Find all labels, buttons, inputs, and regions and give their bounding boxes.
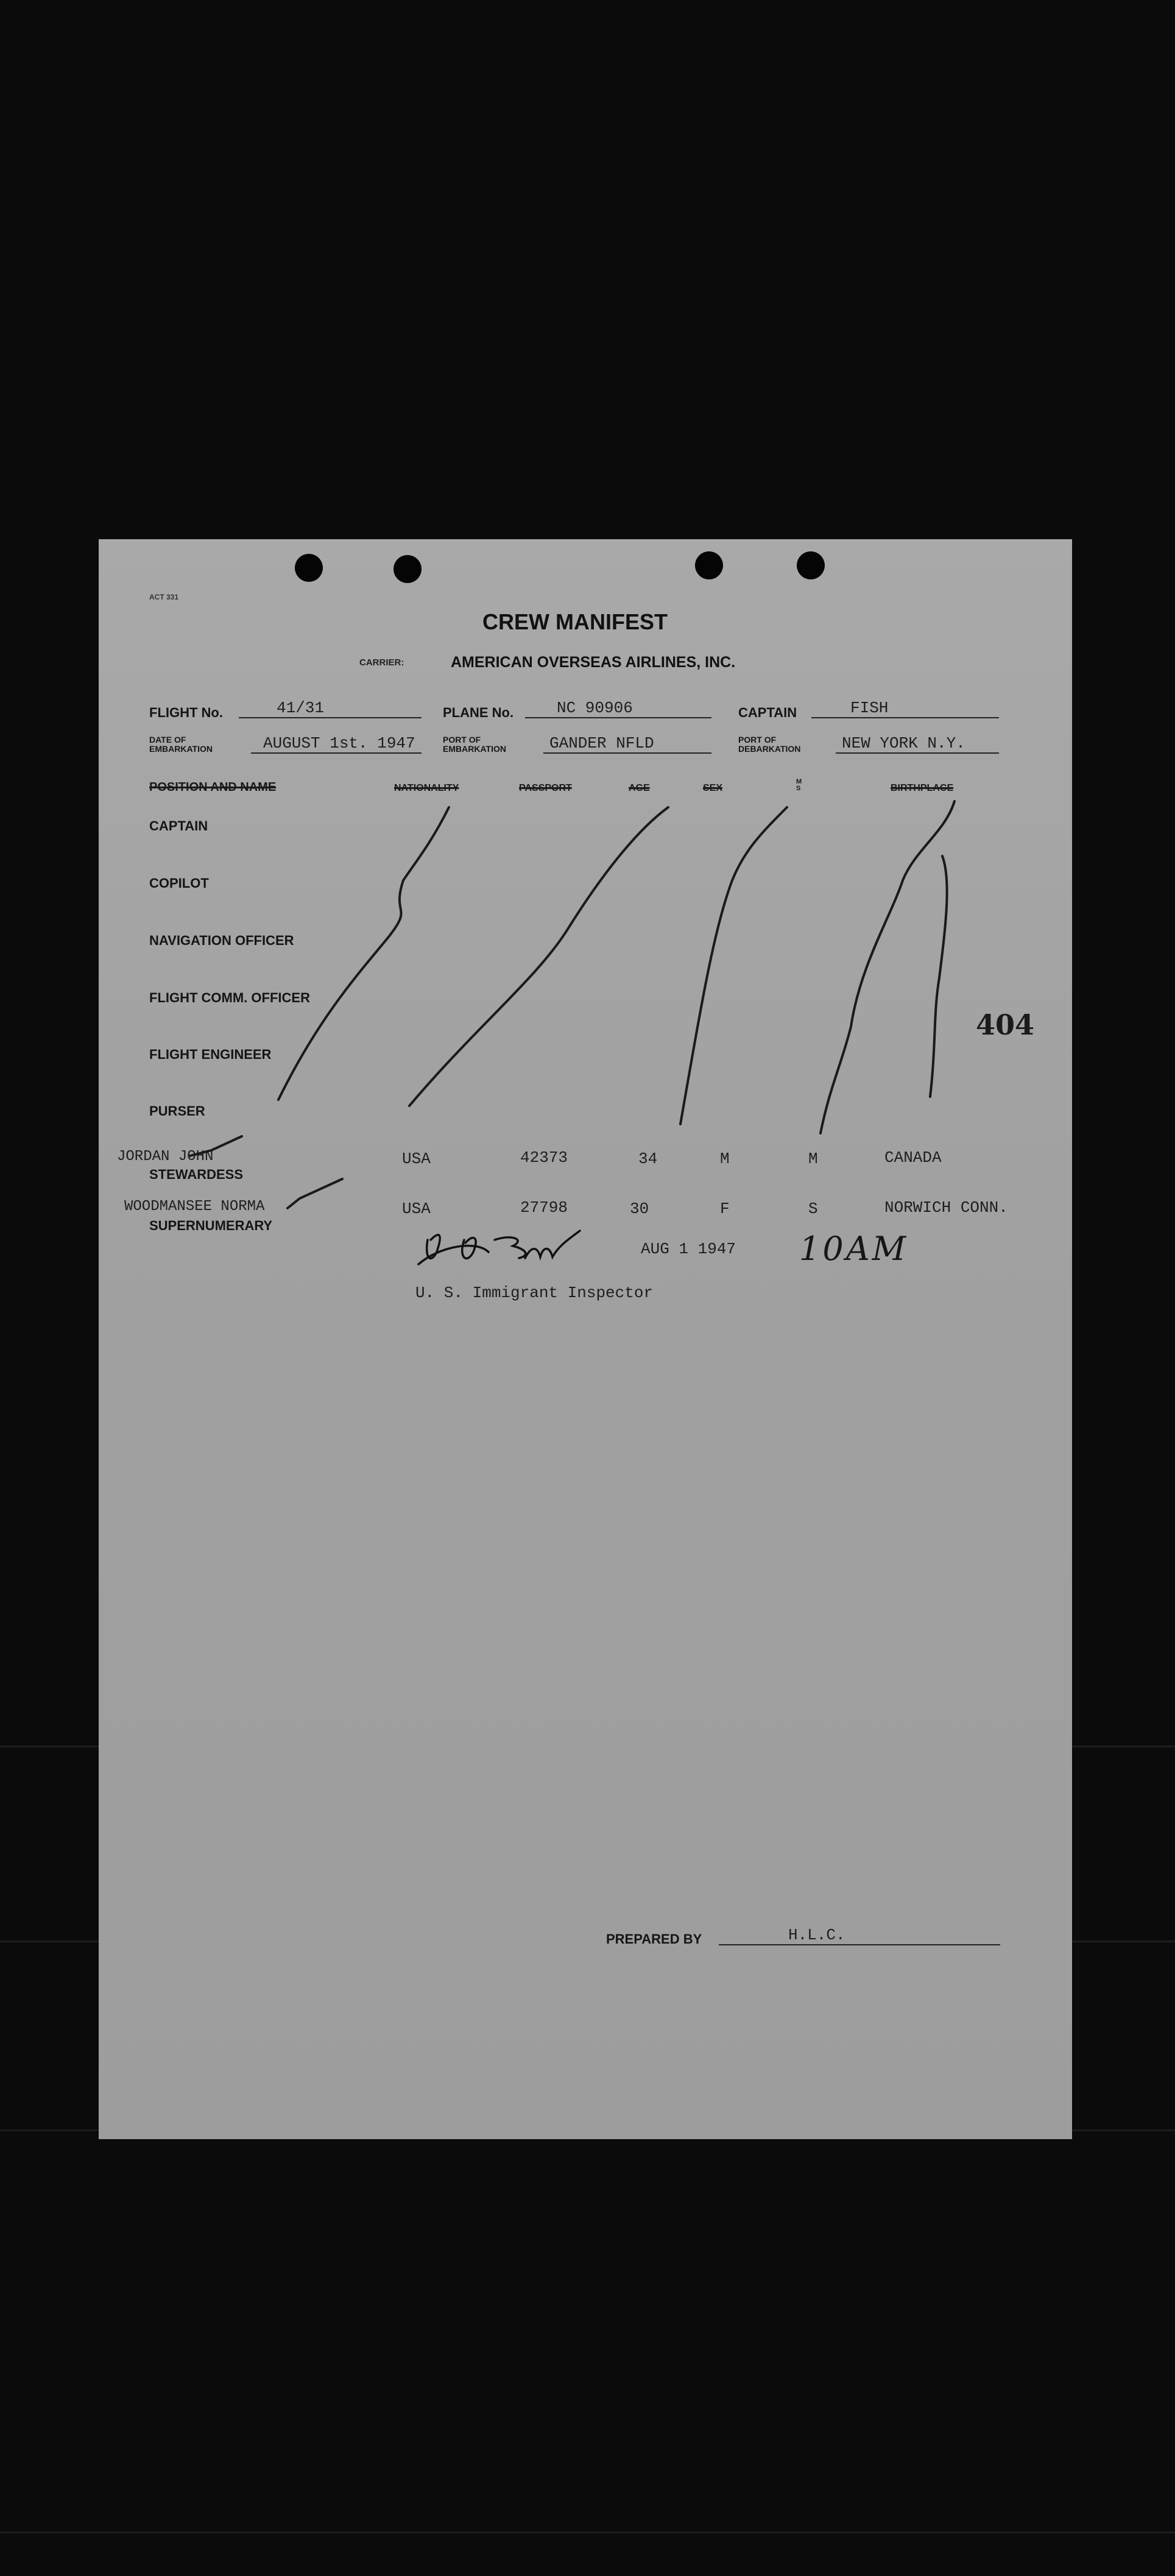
label-line: DATE OF (149, 735, 186, 745)
column-header-sex: SEX (703, 783, 723, 793)
column-header-passport: PASSPORT (519, 783, 572, 793)
captain-value: FISH (850, 699, 889, 717)
column-header-position: POSITION AND NAME (149, 780, 277, 794)
plane-label: PLANE No. (443, 705, 514, 720)
label-line: PORT OF (443, 735, 481, 745)
port-embarkation-value: GANDER NFLD (549, 734, 654, 752)
carrier-label: CARRIER: (359, 657, 404, 668)
crew-nationality: USA (402, 1200, 431, 1218)
ditto-marks (99, 539, 1072, 2139)
date-embarkation-value: AUGUST 1st. 1947 (263, 734, 415, 752)
flight-label: FLIGHT No. (149, 705, 223, 720)
position-flight-comm-officer: FLIGHT COMM. OFFICER (149, 990, 310, 1005)
prepared-by-value: H.L.C. (788, 1926, 845, 1944)
field-underline (719, 1944, 1000, 1945)
scan-artifact-line (0, 2532, 1175, 2533)
carrier-value: AMERICAN OVERSEAS AIRLINES, INC. (451, 654, 736, 671)
prepared-by-label: PREPARED BY (606, 1931, 702, 1947)
port-debarkation-value: NEW YORK N.Y. (842, 734, 965, 752)
crew-age: 30 (630, 1200, 649, 1218)
position-stewardess: STEWARDESS (149, 1167, 244, 1182)
crew-birthplace: CANADA (884, 1148, 942, 1167)
inspector-title: U. S. Immigrant Inspector (415, 1284, 654, 1302)
position-copilot: COPILOT (149, 876, 209, 891)
form-code: ACT 331 (149, 593, 179, 601)
crew-birthplace: NORWICH CONN. (884, 1198, 1008, 1217)
column-header-birthplace: BIRTHPLACE (891, 783, 954, 793)
label-line: DEBARKATION (738, 744, 801, 754)
crew-passport: 42373 (520, 1148, 568, 1167)
column-header-nationality: NATIONALITY (394, 783, 459, 793)
position-purser: PURSER (149, 1103, 205, 1119)
manifest-document (99, 539, 1072, 2139)
position-navigation-officer: NAVIGATION OFFICER (149, 933, 294, 948)
crew-name: JORDAN JOHN (117, 1148, 214, 1165)
plane-value: NC 90906 (557, 699, 633, 717)
page-title: CREW MANIFEST (482, 609, 668, 634)
crew-name: WOODMANSEE NORMA (124, 1198, 265, 1215)
inspection-time: 10AM (799, 1230, 909, 1268)
crew-sex: M (720, 1150, 730, 1168)
crew-nationality: USA (402, 1150, 431, 1168)
inspector-signature (418, 1231, 580, 1264)
crew-age: 34 (638, 1150, 658, 1168)
position-flight-engineer: FLIGHT ENGINEER (149, 1047, 272, 1062)
crew-passport: 27798 (520, 1198, 568, 1217)
crew-marital: S (808, 1200, 818, 1218)
page-number: 404 (976, 1008, 1035, 1041)
label-line: EMBARKATION (149, 744, 213, 754)
label-line: M (796, 778, 802, 785)
position-supernumerary: SUPERNUMERARY (149, 1218, 273, 1233)
flight-value: 41/31 (277, 699, 325, 717)
label-line: PORT OF (738, 735, 777, 745)
column-header-age: AGE (629, 783, 650, 793)
label-line: S (796, 785, 801, 792)
crew-marital: M (808, 1150, 818, 1168)
crew-sex: F (720, 1200, 730, 1218)
captain-label: CAPTAIN (738, 705, 797, 720)
position-captain: CAPTAIN (149, 818, 208, 833)
inspection-stamp-date: AUG 1 1947 (641, 1240, 736, 1258)
label-line: EMBARKATION (443, 744, 506, 754)
